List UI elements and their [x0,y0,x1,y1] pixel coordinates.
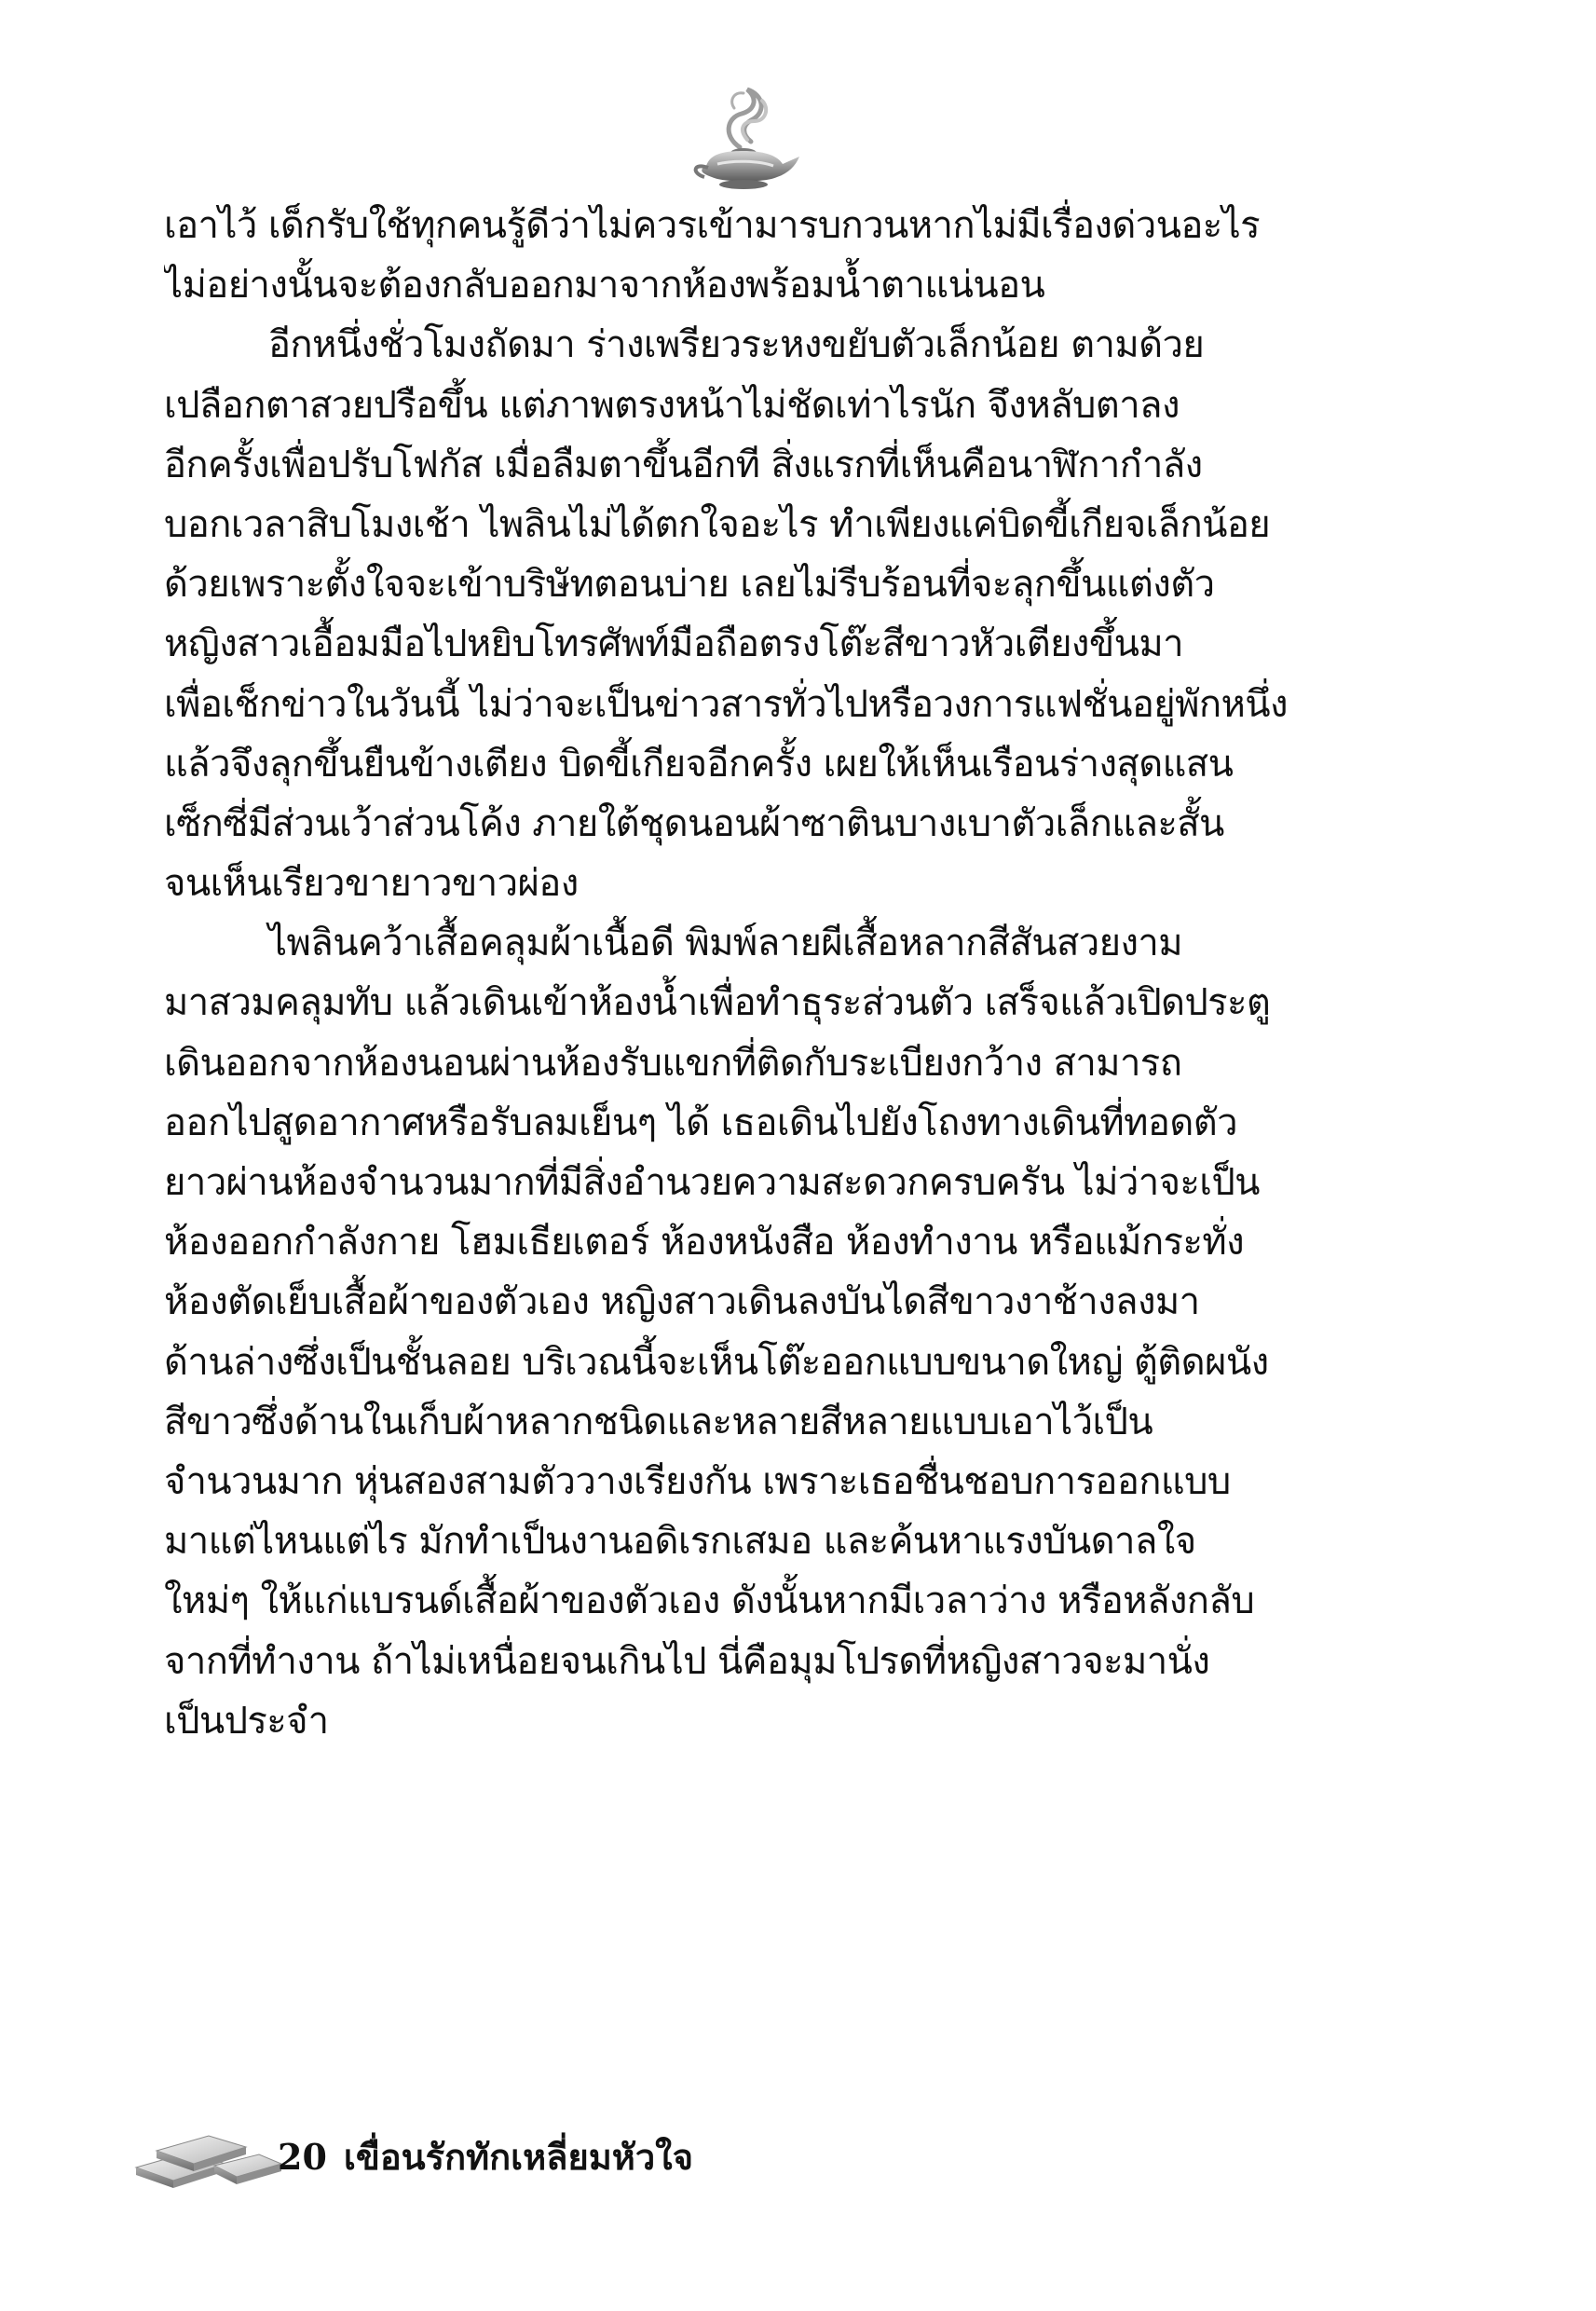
text-line: ด้านล่างซึ่งเป็นชั้นลอย บริเวณนี้จะเห็นโต๊ะออกแบบขนาดใหญ่ ตู้ติดผนัง [164,1340,1269,1384]
page-number: 20 [278,2136,327,2178]
text-line: ไม่อย่างนั้นจะต้องกลับออกมาจากห้องพร้อมน้ำตาแน่นอน [164,264,1045,308]
text-line: เอาไว้ เด็กรับใช้ทุกคนรู้ดีว่าไม่ควรเข้ามารบกวนหากไม่มีเรื่องด่วนอะไร [164,204,1261,247]
text-line: มาแต่ไหนแต่ไร มักทำเป็นงานอดิเรกเสมอ และค้นหาแรงบันดาลใจ [164,1520,1196,1564]
text-line: ออกไปสูดอากาศหรือรับลมเย็นๆ ได้ เธอเดินไปยังโถงทางเดินที่ทอดตัว [164,1101,1237,1144]
text-line: เพื่อเช็กข่าวในวันนี้ ไม่ว่าจะเป็นข่าวสารทั่วไปหรือวงการแฟชั่นอยู่พักหนึ่ง [164,682,1288,726]
text-line: มาสวมคลุมทับ แล้วเดินเข้าห้องน้ำเพื่อทำธุระส่วนตัว เสร็จแล้วเปิดประตู [164,981,1271,1025]
text-line: เซ็กซี่มีส่วนเว้าส่วนโค้ง ภายใต้ชุดนอนผ้าซาตินบางเบาตัวเล็กและสั้น [164,801,1224,845]
text-line: เปลือกตาสวยปรือขึ้น แต่ภาพตรงหน้าไม่ชัดเท่าไรนัก จึงหลับตาลง [164,383,1180,427]
text-line: ไพลินคว้าเสื้อคลุมผ้าเนื้อดี พิมพ์ลายผีเสื้อหลากสีสันสวยงาม [268,922,1183,965]
body-text [164,196,1338,1751]
text-line: แล้วจึงลุกขึ้นยืนข้างเตียง บิดขี้เกียจอีกครั้ง เผยให้เห็นเรือนร่างสุดแสน [164,742,1234,786]
text-line: เป็นประจำ [164,1699,329,1743]
text-line: จนเห็นเรียวขายาวขาวผ่อง [164,862,579,906]
text-line: ห้องออกกำลังกาย โฮมเธียเตอร์ ห้องหนังสือ ห้องทำงาน หรือแม้กระทั่ง [164,1221,1245,1265]
text-line: ห้องตัดเย็บเสื้อผ้าของตัวเอง หญิงสาวเดินลงบันไดสีขาวงาช้างลงมา [164,1280,1200,1324]
text-line: อีกหนึ่งชั่วโมงถัดมา ร่างเพรียวระหงขยับตัวเล็กน้อย ตามด้วย [268,323,1205,367]
text-line: บอกเวลาสิบโมงเช้า ไพลินไม่ได้ตกใจอะไร ทำเพียงแค่บิดขี้เกียจเล็กน้อย [164,502,1271,546]
text-line: เดินออกจากห้องนอนผ่านห้องรับแขกที่ติดกับระเบียงกว้าง สามารถ [164,1041,1182,1085]
genie-lamp-icon [686,80,807,192]
text-line: อีกครั้งเพื่อปรับโฟกัส เมื่อลืมตาขึ้นอีกที สิ่งแรกที่เห็นคือนาฬิกากำลัง [164,443,1203,486]
page-footer [278,2134,693,2181]
text-line: ยาวผ่านห้องจำนวนมากที่มีสิ่งอำนวยความสะดวกครบครัน ไม่ว่าจะเป็น [164,1161,1260,1204]
book-title: เขื่อนรักทักเหลี่ยมหัวใจ [343,2136,693,2178]
text-line: จากที่ทำงาน ถ้าไม่เหนื่อยจนเกินไป นี่คือมุมโปรดที่หญิงสาวจะมานั่ง [164,1639,1210,1683]
text-line: ด้วยเพราะตั้งใจจะเข้าบริษัทตอนบ่าย เลยไม่รีบร้อนที่จะลุกขึ้นแต่งตัว [164,563,1215,607]
text-line: จำนวนมาก หุ่นสองสามตัววางเรียงกัน เพราะเธอชื่นชอบการออกแบบ [164,1459,1231,1503]
gold-bars-icon [129,2117,287,2192]
text-line: ใหม่ๆ ให้แก่แบรนด์เสื้อผ้าของตัวเอง ดังนั้นหากมีเวลาว่าง หรือหลังกลับ [164,1579,1255,1623]
text-line: สีขาวซึ่งด้านในเก็บผ้าหลากชนิดและหลายสีหลายแบบเอาไว้เป็น [164,1400,1153,1443]
text-line: หญิงสาวเอื้อมมือไปหยิบโทรศัพท์มือถือตรงโต๊ะสีขาวหัวเตียงขึ้นมา [164,622,1183,666]
